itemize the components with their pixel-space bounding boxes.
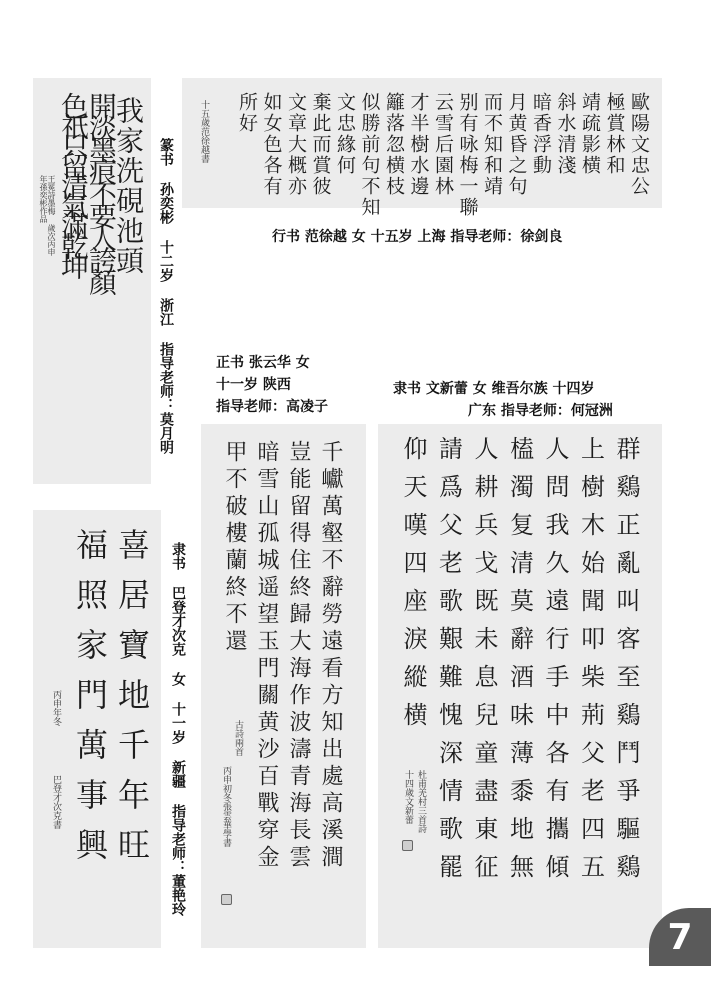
running-script-column-10: 才半樹水邊 — [407, 92, 430, 197]
running-script-column-17: 所好 — [236, 92, 258, 134]
running-script-column-5: 暗香浮動 — [530, 92, 552, 176]
regular-script-column-4: 甲不破樓蘭終不還 — [222, 440, 247, 656]
regular-script-caption-line-3: 指导老师：高凌子 — [216, 399, 328, 415]
clerical-script-1-caption-line-1: 隶书 文新蕾 女 维吾尔族 十四岁 — [393, 381, 595, 397]
clerical-script-1-seal — [402, 840, 413, 851]
running-script-column-11: 籬落忽横枝 — [383, 92, 405, 197]
running-script-column-1: 歐陽文忠公 — [628, 92, 650, 197]
seal-script-column-3: 色祇只留清氣滿乾坤 — [57, 92, 90, 272]
seal-script-inscription-1: 王冕詩墨梅 歲次丙申 — [47, 175, 56, 256]
regular-script-seal — [221, 894, 232, 905]
seal-script-column-2: 開淡墨痕不要人誇顏 — [85, 92, 118, 290]
seal-script-caption: 篆书 孙奕彬 十二岁 浙江 指导老师：莫月明 — [158, 138, 174, 454]
clerical-script-1-column-2: 上樹木始聞叩柴荊父老四五 — [576, 436, 605, 892]
running-script-column-2: 極賞林和 — [603, 92, 626, 176]
clerical-script-1-column-6: 請爲父老歌艱難愧深情歌罷 — [434, 436, 463, 892]
running-script-column-16: 如女色各有 — [260, 92, 283, 197]
clerical-script-1-column-3: 人問我久遠行手中各有攜傾 — [541, 436, 569, 892]
regular-script-inscription-2: 丙申初冬張雲華學書 — [221, 766, 231, 847]
running-script-column-12: 似勝前句不知 — [358, 92, 381, 218]
regular-script-caption-line-2: 十一岁 陕西 — [216, 377, 291, 393]
regular-script-column-1: 千巘萬壑不辭勞遠看方知出處高溪澗 — [318, 440, 343, 872]
regular-script-caption-line-1: 正书 张云华 女 — [216, 355, 310, 371]
regular-script-column-3: 暗雪山孤城遥望玉門關黄沙百戰穿金 — [254, 440, 279, 872]
regular-script-column-2: 豈能留得住終歸大海作波濤青海長雲 — [286, 440, 311, 872]
running-script-column-6: 月黄昏之句 — [505, 92, 528, 197]
clerical-script-1-column-1: 群鷄正亂叫客至鷄鬥爭驅鷄 — [612, 436, 640, 892]
running-script-column-7: 而不知和靖 — [481, 92, 503, 197]
running-script-column-14: 棄此而賞彼 — [309, 92, 332, 197]
seal-script-inscription-2: 年孫奕彬作品 — [39, 175, 48, 223]
clerical-script-2-inscription-1: 丙申年冬 — [51, 690, 61, 726]
clerical-script-2-column-2: 福照家門萬事興 — [71, 528, 109, 878]
running-script-column-9: 云雪后園林 — [432, 92, 454, 197]
page-number: 7 — [649, 908, 711, 966]
clerical-script-1-column-7: 仰天嘆四座淚縱横 — [399, 436, 427, 740]
regular-script-inscription-1: 古詩兩首 — [233, 720, 243, 756]
running-script-column-13: 文忠緣何 — [334, 92, 356, 176]
clerical-script-1-column-5: 人耕兵戈既未息兒童盡東征 — [470, 436, 498, 892]
clerical-script-2-inscription-2: 巴登才次克書 — [51, 775, 61, 829]
running-script-column-15: 文章大概亦 — [285, 92, 307, 197]
clerical-script-1-column-4: 榼濁复清莫辭酒味薄黍地無 — [505, 436, 534, 892]
running-script-column-8: 别有咏梅一聯 — [456, 92, 479, 218]
clerical-script-1-inscription-2: 十四歲文新蕾 — [403, 770, 413, 824]
clerical-script-1-inscription-1: 杜甫羌村三首詩 — [416, 770, 426, 833]
clerical-script-2-column-1: 喜居寶地千年旺 — [113, 528, 151, 878]
clerical-script-1-caption-line-2: 广东 指导老师：何冠洲 — [468, 403, 613, 419]
running-script-inscription: 十五歲范徐越書 — [199, 100, 209, 163]
running-script-column-3: 靖疏影横 — [579, 92, 601, 176]
running-script-column-4: 斜水清淺 — [554, 92, 577, 176]
clerical-script-2-caption: 隶书 巴登才次克 女 十一岁 新疆 指导老师：董艳玲 — [170, 542, 186, 916]
seal-script-column-1: 我家洗硯池頭 — [112, 96, 145, 276]
running-script-caption: 行书 范徐越 女 十五岁 上海 指导老师：徐剑良 — [272, 229, 563, 245]
